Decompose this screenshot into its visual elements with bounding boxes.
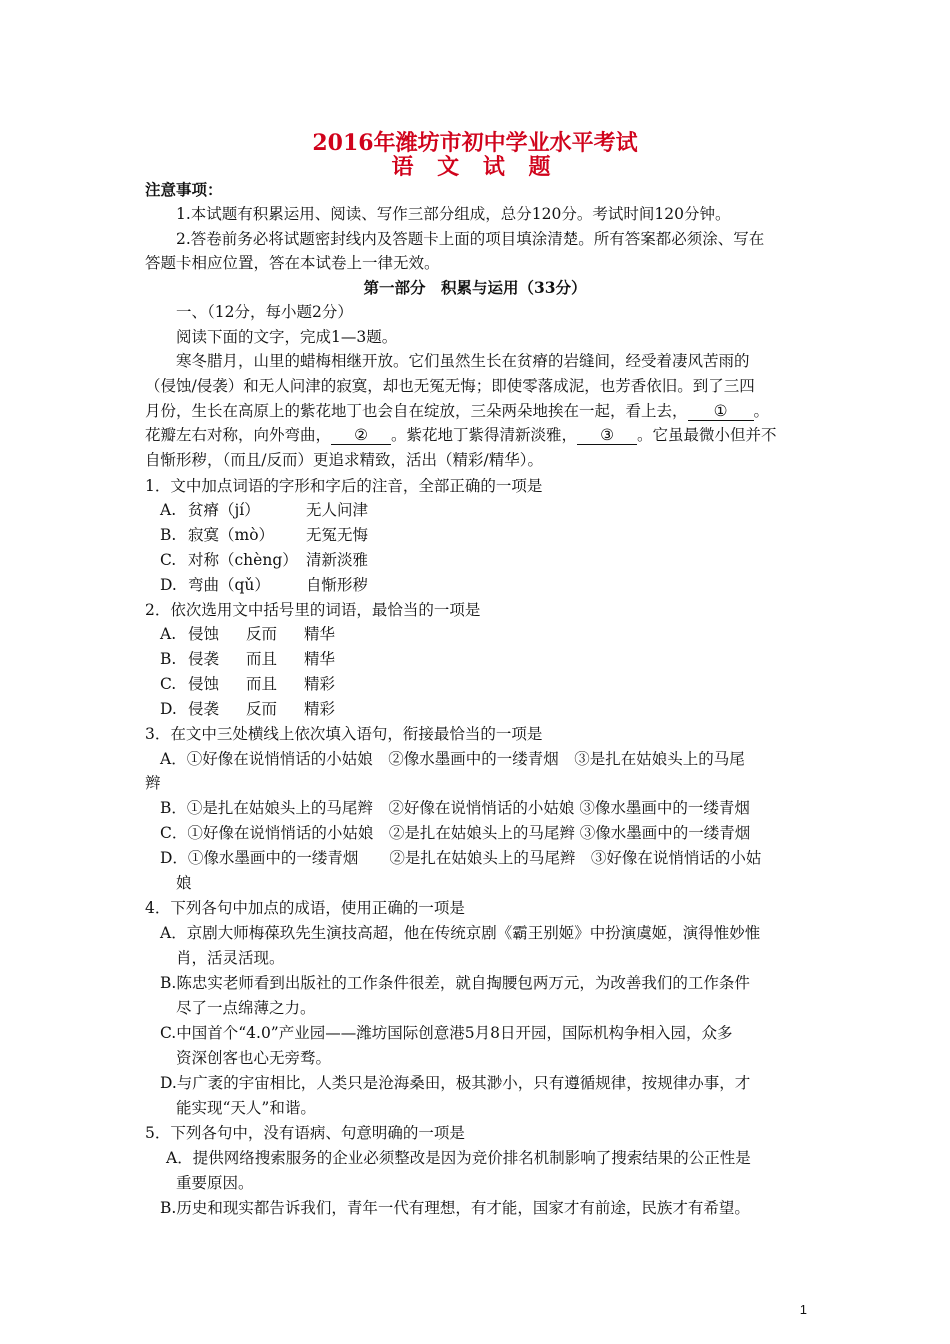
option-word-2: 而且 — [246, 650, 278, 668]
notice-item-2: 2.答卷前务必将试题密封线内及答题卡上面的项目填涂清楚。所有答案都必须涂、写在 — [176, 230, 765, 248]
section-1-heading: 一、（12分，每小题2分） — [176, 303, 353, 321]
q2-option-a — [160, 622, 335, 646]
option-word-3: 精彩 — [304, 700, 336, 718]
option-word-3: 精华 — [304, 650, 336, 668]
q4-option-c: C.中国首个“4.0”产业园——潍坊国际创意港5月8日开园，国际机构争相入园，众多 — [160, 1024, 733, 1042]
question-1-stem: 1．文中加点词语的字形和字后的注音，全部正确的一项是 — [145, 477, 543, 495]
page-number: 1 — [799, 1302, 807, 1317]
q4-option-b-cont: 尽了一点绵薄之力。 — [176, 999, 316, 1017]
blank-1: ① — [688, 402, 754, 421]
option-word-1: 侵蚀 — [188, 625, 220, 643]
option-key: D. — [160, 576, 177, 594]
question-4-stem: 4．下列各句中加点的成语，使用正确的一项是 — [145, 899, 465, 917]
option-key: A. — [160, 625, 177, 643]
q5-option-a-cont: 重要原因。 — [176, 1174, 254, 1192]
passage-line-1: 寒冬腊月，山里的蜡梅相继开放。它们虽然生长在贫瘠的岩缝间，经受着凄风苦雨的 — [176, 352, 750, 370]
passage-line-4-text-b: 。紫花地丁紫得清新淡雅， — [391, 426, 578, 444]
option-word-2: 反而 — [246, 700, 278, 718]
option-word: 贫瘠（jí） — [188, 501, 260, 519]
notice-heading: 注意事项： — [145, 180, 223, 199]
q3-option-a-cont: 辫 — [145, 774, 161, 792]
question-2-stem: 2．依次选用文中括号里的词语，最恰当的一项是 — [145, 601, 481, 619]
option-word-3: 精华 — [304, 625, 336, 643]
option-word: 对称（chèng） — [188, 551, 298, 569]
option-key: D. — [160, 700, 177, 718]
option-key: B. — [160, 650, 177, 668]
q4-option-d: D.与广袤的宇宙相比，人类只是沧海桑田，极其渺小，只有遵循规律，按规律办事，才 — [160, 1074, 751, 1092]
option-word-1: 侵袭 — [188, 700, 220, 718]
q5-option-b: B.历史和现实都告诉我们，青年一代有理想，有才能，国家才有前途，民族才有希望。 — [160, 1199, 750, 1217]
q4-option-a: A．京剧大师梅葆玖先生演技高超，他在传统京剧《霸王别姬》中扮演虞姬，演得惟妙惟 — [160, 924, 761, 942]
option-key: C. — [160, 551, 177, 569]
q5-option-a: A．提供网络搜索服务的企业必须整改是因为竞价排名机制影响了搜索结果的公正性是 — [166, 1149, 751, 1167]
q3-option-d: D．①像水墨画中的一缕青烟 ②是扎在姑娘头上的马尾辫 ③好像在说悄悄话的小姑 — [160, 849, 762, 867]
q4-option-b: B.陈忠实老师看到出版社的工作条件很差，就自掏腰包两万元，为改善我们的工作条件 — [160, 974, 750, 992]
part1-heading: 第一部分 积累与运用（33分） — [363, 278, 587, 297]
passage-line-3-end: 。 — [753, 402, 770, 420]
exam-title: 2016年潍坊市初中学业水平考试 — [312, 130, 638, 156]
question-5-stem: 5．下列各句中，没有语病、句意明确的一项是 — [145, 1124, 465, 1142]
passage-line-3 — [145, 399, 769, 423]
q4-option-a-cont: 肖，活灵活现。 — [176, 949, 285, 967]
option-word-1: 侵蚀 — [188, 675, 220, 693]
passage-line-3-text: 月份，生长在高原上的紫花地丁也会自在绽放，三朵两朵地挨在一起，看上去， — [145, 402, 688, 420]
q3-option-c: C．①好像在说悄悄话的小姑娘 ②是扎在姑娘头上的马尾辫 ③像水墨画中的一缕青烟 — [160, 824, 751, 842]
option-idiom: 自惭形秽 — [306, 576, 369, 594]
option-word-2: 而且 — [246, 675, 278, 693]
q1-option-a — [160, 498, 368, 522]
q3-option-a: A．①好像在说悄悄话的小姑娘 ②像水墨画中的一缕青烟 ③是扎在姑娘头上的马尾 — [160, 750, 745, 768]
question-3-stem: 3．在文中三处横线上依次填入语句，衔接最恰当的一项是 — [145, 725, 543, 743]
option-idiom: 无冤无悔 — [306, 526, 369, 544]
q1-option-b — [160, 523, 368, 547]
option-word-2: 反而 — [246, 625, 278, 643]
q4-option-c-cont: 资深创客也心无旁骛。 — [176, 1049, 332, 1067]
blank-3: ③ — [577, 426, 637, 445]
q2-option-d — [160, 697, 335, 721]
q2-option-b — [160, 647, 335, 671]
passage-line-4 — [145, 423, 777, 447]
exam-subtitle: 语 文 试 题 — [391, 154, 559, 180]
passage-line-4-text-c: 。它虽最微小但并不 — [637, 426, 777, 444]
passage-line-5: 自惭形秽，（而且/反而）更追求精致，活出（精彩/精华）。 — [145, 451, 543, 469]
reading-instruction: 阅读下面的文字，完成1—3题。 — [176, 328, 398, 346]
option-word: 寂寞（mò） — [188, 526, 275, 544]
blank-2: ② — [331, 426, 391, 445]
option-key: A. — [160, 501, 177, 519]
notice-item-1: 1.本试题有积累运用、阅读、写作三部分组成，总分120分。考试时间120分钟。 — [176, 205, 731, 223]
option-word-1: 侵袭 — [188, 650, 220, 668]
q1-option-c — [160, 548, 368, 572]
option-idiom: 无人问津 — [306, 501, 369, 519]
q2-option-c — [160, 672, 335, 696]
notice-item-2-cont: 答题卡相应位置，答在本试卷上一律无效。 — [145, 254, 440, 272]
option-word: 弯曲（qǔ） — [188, 576, 270, 594]
q1-option-d — [160, 573, 368, 597]
q4-option-d-cont: 能实现“天人”和谐。 — [176, 1099, 316, 1117]
q3-option-b: B．①是扎在姑娘头上的马尾辫 ②好像在说悄悄话的小姑娘 ③像水墨画中的一缕青烟 — [160, 799, 750, 817]
option-key: C. — [160, 675, 177, 693]
option-word-3: 精彩 — [304, 675, 336, 693]
passage-line-4-text-a: 花瓣左右对称，向外弯曲， — [145, 426, 332, 444]
option-idiom: 清新淡雅 — [306, 551, 369, 569]
passage-line-2: （侵蚀/侵袭）和无人问津的寂寞，却也无冤无悔；即使零落成泥，也芳香依旧。到了三四 — [145, 377, 755, 395]
option-key: B. — [160, 526, 177, 544]
q3-option-d-cont: 娘 — [176, 874, 192, 892]
